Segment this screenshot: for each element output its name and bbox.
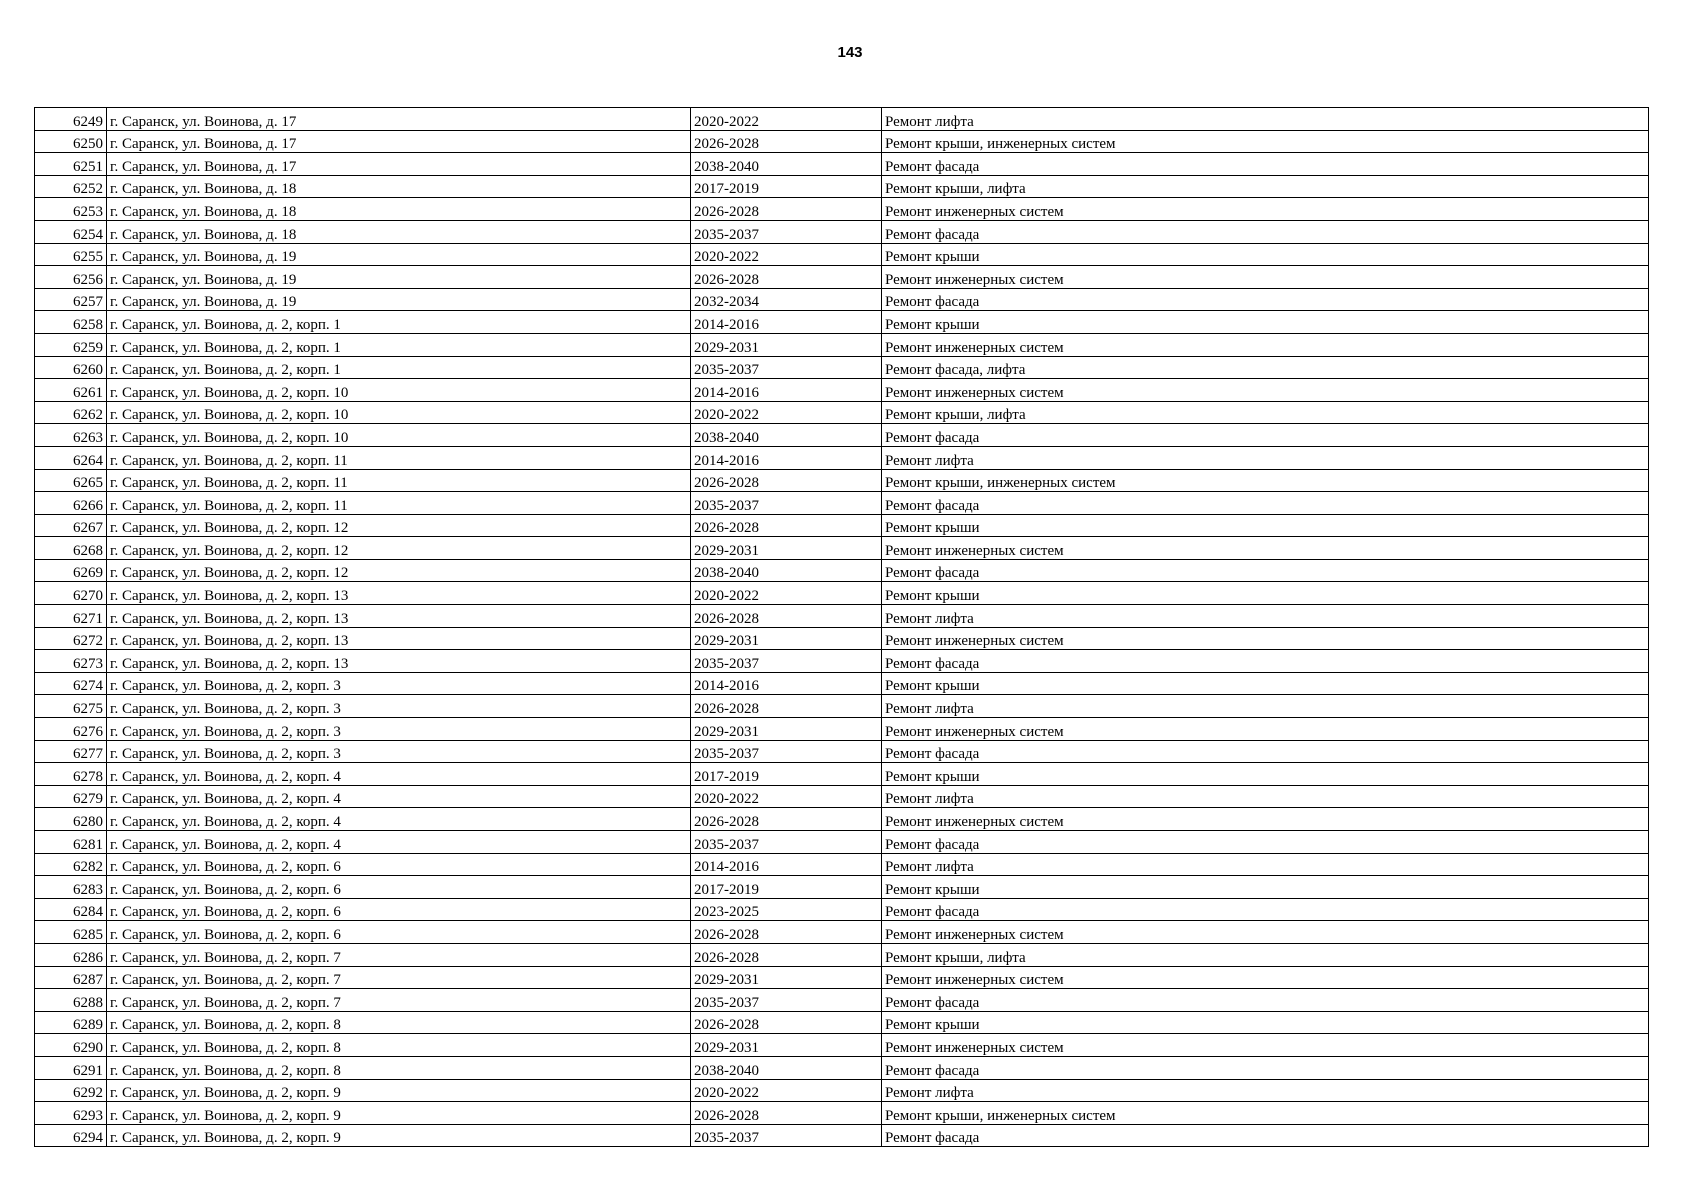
row-number-cell: 6281 [35, 831, 107, 854]
row-number-cell: 6289 [35, 1011, 107, 1034]
period-cell: 2020-2022 [691, 785, 882, 808]
row-number-cell: 6269 [35, 559, 107, 582]
work-type-cell: Ремонт инженерных систем [882, 808, 1649, 831]
row-number-cell: 6283 [35, 876, 107, 899]
row-number-cell: 6288 [35, 989, 107, 1012]
address-cell: г. Саранск, ул. Воинова, д. 17 [107, 153, 691, 176]
work-type-cell: Ремонт лифта [882, 695, 1649, 718]
table-row [35, 153, 1649, 176]
work-type-cell: Ремонт инженерных систем [882, 537, 1649, 560]
work-type-cell: Ремонт крыши, лифта [882, 943, 1649, 966]
table-row [35, 876, 1649, 899]
table-row [35, 1102, 1649, 1125]
row-number-cell: 6252 [35, 175, 107, 198]
address-cell: г. Саранск, ул. Воинова, д. 2, корп. 6 [107, 876, 691, 899]
row-number-cell: 6294 [35, 1124, 107, 1147]
period-cell: 2038-2040 [691, 1056, 882, 1079]
table-row [35, 424, 1649, 447]
work-type-cell: Ремонт инженерных систем [882, 627, 1649, 650]
table-row [35, 333, 1649, 356]
work-type-cell: Ремонт инженерных систем [882, 966, 1649, 989]
address-cell: г. Саранск, ул. Воинова, д. 18 [107, 198, 691, 221]
work-type-cell: Ремонт фасада [882, 220, 1649, 243]
table-row [35, 1034, 1649, 1057]
row-number-cell: 6261 [35, 379, 107, 402]
table-row [35, 514, 1649, 537]
address-cell: г. Саранск, ул. Воинова, д. 2, корп. 1 [107, 356, 691, 379]
table-row [35, 356, 1649, 379]
row-number-cell: 6257 [35, 288, 107, 311]
row-number-cell: 6271 [35, 605, 107, 628]
table-row [35, 740, 1649, 763]
address-cell: г. Саранск, ул. Воинова, д. 2, корп. 4 [107, 763, 691, 786]
table-row [35, 220, 1649, 243]
table-row [35, 243, 1649, 266]
table-body [35, 108, 1649, 1147]
table-row [35, 763, 1649, 786]
row-number-cell: 6274 [35, 672, 107, 695]
period-cell: 2014-2016 [691, 672, 882, 695]
address-cell: г. Саранск, ул. Воинова, д. 2, корп. 7 [107, 943, 691, 966]
period-cell: 2038-2040 [691, 153, 882, 176]
period-cell: 2035-2037 [691, 220, 882, 243]
period-cell: 2020-2022 [691, 401, 882, 424]
table-row [35, 831, 1649, 854]
period-cell: 2026-2028 [691, 266, 882, 289]
table-row [35, 785, 1649, 808]
period-cell: 2035-2037 [691, 356, 882, 379]
row-number-cell: 6275 [35, 695, 107, 718]
table-row [35, 672, 1649, 695]
table-row [35, 853, 1649, 876]
table-row [35, 605, 1649, 628]
address-cell: г. Саранск, ул. Воинова, д. 2, корп. 11 [107, 446, 691, 469]
work-type-cell: Ремонт фасада [882, 559, 1649, 582]
work-type-cell: Ремонт инженерных систем [882, 718, 1649, 741]
address-cell: г. Саранск, ул. Воинова, д. 2, корп. 6 [107, 921, 691, 944]
address-cell: г. Саранск, ул. Воинова, д. 2, корп. 4 [107, 831, 691, 854]
table-row [35, 559, 1649, 582]
address-cell: г. Саранск, ул. Воинова, д. 19 [107, 288, 691, 311]
work-type-cell: Ремонт лифта [882, 108, 1649, 131]
work-type-cell: Ремонт крыши, инженерных систем [882, 130, 1649, 153]
table-row [35, 379, 1649, 402]
period-cell: 2029-2031 [691, 333, 882, 356]
period-cell: 2026-2028 [691, 921, 882, 944]
period-cell: 2035-2037 [691, 831, 882, 854]
row-number-cell: 6265 [35, 469, 107, 492]
row-number-cell: 6287 [35, 966, 107, 989]
table-row [35, 492, 1649, 515]
row-number-cell: 6291 [35, 1056, 107, 1079]
address-cell: г. Саранск, ул. Воинова, д. 2, корп. 3 [107, 740, 691, 763]
table-row [35, 943, 1649, 966]
period-cell: 2014-2016 [691, 446, 882, 469]
address-cell: г. Саранск, ул. Воинова, д. 2, корп. 13 [107, 627, 691, 650]
period-cell: 2026-2028 [691, 1102, 882, 1125]
period-cell: 2014-2016 [691, 311, 882, 334]
table-row [35, 288, 1649, 311]
work-type-cell: Ремонт крыши [882, 582, 1649, 605]
address-cell: г. Саранск, ул. Воинова, д. 2, корп. 8 [107, 1011, 691, 1034]
work-type-cell: Ремонт крыши, лифта [882, 401, 1649, 424]
period-cell: 2020-2022 [691, 1079, 882, 1102]
work-type-cell: Ремонт фасада [882, 898, 1649, 921]
table-row [35, 130, 1649, 153]
period-cell: 2026-2028 [691, 943, 882, 966]
period-cell: 2035-2037 [691, 1124, 882, 1147]
row-number-cell: 6256 [35, 266, 107, 289]
address-cell: г. Саранск, ул. Воинова, д. 2, корп. 9 [107, 1102, 691, 1125]
address-cell: г. Саранск, ул. Воинова, д. 19 [107, 266, 691, 289]
period-cell: 2029-2031 [691, 627, 882, 650]
address-cell: г. Саранск, ул. Воинова, д. 2, корп. 12 [107, 514, 691, 537]
period-cell: 2017-2019 [691, 175, 882, 198]
work-type-cell: Ремонт фасада, лифта [882, 356, 1649, 379]
address-cell: г. Саранск, ул. Воинова, д. 2, корп. 12 [107, 537, 691, 560]
row-number-cell: 6264 [35, 446, 107, 469]
table-row [35, 108, 1649, 131]
table-row [35, 1011, 1649, 1034]
period-cell: 2032-2034 [691, 288, 882, 311]
period-cell: 2026-2028 [691, 808, 882, 831]
row-number-cell: 6268 [35, 537, 107, 560]
period-cell: 2029-2031 [691, 718, 882, 741]
table-row [35, 898, 1649, 921]
table-row [35, 198, 1649, 221]
row-number-cell: 6290 [35, 1034, 107, 1057]
row-number-cell: 6279 [35, 785, 107, 808]
table-row [35, 266, 1649, 289]
table-row [35, 989, 1649, 1012]
period-cell: 2014-2016 [691, 379, 882, 402]
address-cell: г. Саранск, ул. Воинова, д. 2, корп. 9 [107, 1079, 691, 1102]
row-number-cell: 6262 [35, 401, 107, 424]
row-number-cell: 6258 [35, 311, 107, 334]
table-row [35, 469, 1649, 492]
work-type-cell: Ремонт крыши [882, 514, 1649, 537]
address-cell: г. Саранск, ул. Воинова, д. 18 [107, 175, 691, 198]
address-cell: г. Саранск, ул. Воинова, д. 2, корп. 3 [107, 672, 691, 695]
address-cell: г. Саранск, ул. Воинова, д. 2, корп. 9 [107, 1124, 691, 1147]
repair-schedule-table [34, 107, 1649, 1147]
row-number-cell: 6259 [35, 333, 107, 356]
period-cell: 2035-2037 [691, 989, 882, 1012]
work-type-cell: Ремонт фасада [882, 288, 1649, 311]
period-cell: 2026-2028 [691, 1011, 882, 1034]
work-type-cell: Ремонт инженерных систем [882, 379, 1649, 402]
row-number-cell: 6255 [35, 243, 107, 266]
address-cell: г. Саранск, ул. Воинова, д. 17 [107, 108, 691, 131]
row-number-cell: 6284 [35, 898, 107, 921]
work-type-cell: Ремонт инженерных систем [882, 1034, 1649, 1057]
row-number-cell: 6267 [35, 514, 107, 537]
period-cell: 2020-2022 [691, 243, 882, 266]
address-cell: г. Саранск, ул. Воинова, д. 2, корп. 12 [107, 559, 691, 582]
address-cell: г. Саранск, ул. Воинова, д. 2, корп. 6 [107, 853, 691, 876]
row-number-cell: 6282 [35, 853, 107, 876]
work-type-cell: Ремонт фасада [882, 989, 1649, 1012]
table-row [35, 695, 1649, 718]
period-cell: 2026-2028 [691, 695, 882, 718]
row-number-cell: 6251 [35, 153, 107, 176]
row-number-cell: 6263 [35, 424, 107, 447]
address-cell: г. Саранск, ул. Воинова, д. 2, корп. 10 [107, 424, 691, 447]
period-cell: 2017-2019 [691, 763, 882, 786]
work-type-cell: Ремонт крыши, лифта [882, 175, 1649, 198]
table-row [35, 175, 1649, 198]
period-cell: 2029-2031 [691, 1034, 882, 1057]
address-cell: г. Саранск, ул. Воинова, д. 2, корп. 8 [107, 1056, 691, 1079]
table-row [35, 401, 1649, 424]
work-type-cell: Ремонт фасада [882, 740, 1649, 763]
work-type-cell: Ремонт фасада [882, 1124, 1649, 1147]
period-cell: 2026-2028 [691, 514, 882, 537]
period-cell: 2038-2040 [691, 559, 882, 582]
row-number-cell: 6292 [35, 1079, 107, 1102]
row-number-cell: 6266 [35, 492, 107, 515]
address-cell: г. Саранск, ул. Воинова, д. 2, корп. 13 [107, 582, 691, 605]
work-type-cell: Ремонт крыши, инженерных систем [882, 469, 1649, 492]
work-type-cell: Ремонт фасада [882, 650, 1649, 673]
work-type-cell: Ремонт крыши [882, 672, 1649, 695]
row-number-cell: 6286 [35, 943, 107, 966]
address-cell: г. Саранск, ул. Воинова, д. 2, корп. 7 [107, 966, 691, 989]
address-cell: г. Саранск, ул. Воинова, д. 2, корп. 11 [107, 469, 691, 492]
period-cell: 2017-2019 [691, 876, 882, 899]
address-cell: г. Саранск, ул. Воинова, д. 17 [107, 130, 691, 153]
address-cell: г. Саранск, ул. Воинова, д. 18 [107, 220, 691, 243]
table-row [35, 446, 1649, 469]
table-row [35, 650, 1649, 673]
address-cell: г. Саранск, ул. Воинова, д. 2, корп. 3 [107, 718, 691, 741]
work-type-cell: Ремонт фасада [882, 831, 1649, 854]
period-cell: 2029-2031 [691, 966, 882, 989]
work-type-cell: Ремонт крыши [882, 876, 1649, 899]
row-number-cell: 6250 [35, 130, 107, 153]
row-number-cell: 6272 [35, 627, 107, 650]
work-type-cell: Ремонт лифта [882, 785, 1649, 808]
address-cell: г. Саранск, ул. Воинова, д. 2, корп. 10 [107, 401, 691, 424]
address-cell: г. Саранск, ул. Воинова, д. 2, корп. 7 [107, 989, 691, 1012]
period-cell: 2026-2028 [691, 198, 882, 221]
address-cell: г. Саранск, ул. Воинова, д. 19 [107, 243, 691, 266]
table-row [35, 311, 1649, 334]
address-cell: г. Саранск, ул. Воинова, д. 2, корп. 1 [107, 333, 691, 356]
work-type-cell: Ремонт фасада [882, 1056, 1649, 1079]
work-type-cell: Ремонт фасада [882, 153, 1649, 176]
period-cell: 2035-2037 [691, 492, 882, 515]
row-number-cell: 6285 [35, 921, 107, 944]
row-number-cell: 6249 [35, 108, 107, 131]
table-row [35, 627, 1649, 650]
address-cell: г. Саранск, ул. Воинова, д. 2, корп. 4 [107, 808, 691, 831]
table-row [35, 1124, 1649, 1147]
address-cell: г. Саранск, ул. Воинова, д. 2, корп. 13 [107, 605, 691, 628]
period-cell: 2026-2028 [691, 469, 882, 492]
work-type-cell: Ремонт крыши [882, 311, 1649, 334]
period-cell: 2020-2022 [691, 108, 882, 131]
row-number-cell: 6277 [35, 740, 107, 763]
period-cell: 2020-2022 [691, 582, 882, 605]
address-cell: г. Саранск, ул. Воинова, д. 2, корп. 6 [107, 898, 691, 921]
table-row [35, 808, 1649, 831]
address-cell: г. Саранск, ул. Воинова, д. 2, корп. 1 [107, 311, 691, 334]
table-row [35, 966, 1649, 989]
address-cell: г. Саранск, ул. Воинова, д. 2, корп. 13 [107, 650, 691, 673]
row-number-cell: 6260 [35, 356, 107, 379]
work-type-cell: Ремонт крыши [882, 243, 1649, 266]
table-row [35, 1079, 1649, 1102]
table-row [35, 537, 1649, 560]
row-number-cell: 6280 [35, 808, 107, 831]
row-number-cell: 6273 [35, 650, 107, 673]
period-cell: 2035-2037 [691, 740, 882, 763]
page-number: 143 [837, 44, 863, 61]
address-cell: г. Саранск, ул. Воинова, д. 2, корп. 3 [107, 695, 691, 718]
period-cell: 2035-2037 [691, 650, 882, 673]
work-type-cell: Ремонт крыши [882, 1011, 1649, 1034]
period-cell: 2029-2031 [691, 537, 882, 560]
address-cell: г. Саранск, ул. Воинова, д. 2, корп. 10 [107, 379, 691, 402]
work-type-cell: Ремонт инженерных систем [882, 333, 1649, 356]
work-type-cell: Ремонт фасада [882, 424, 1649, 447]
work-type-cell: Ремонт инженерных систем [882, 921, 1649, 944]
work-type-cell: Ремонт инженерных систем [882, 266, 1649, 289]
address-cell: г. Саранск, ул. Воинова, д. 2, корп. 11 [107, 492, 691, 515]
work-type-cell: Ремонт лифта [882, 605, 1649, 628]
period-cell: 2026-2028 [691, 605, 882, 628]
work-type-cell: Ремонт лифта [882, 853, 1649, 876]
table-row [35, 921, 1649, 944]
period-cell: 2014-2016 [691, 853, 882, 876]
period-cell: 2038-2040 [691, 424, 882, 447]
work-type-cell: Ремонт лифта [882, 446, 1649, 469]
address-cell: г. Саранск, ул. Воинова, д. 2, корп. 8 [107, 1034, 691, 1057]
address-cell: г. Саранск, ул. Воинова, д. 2, корп. 4 [107, 785, 691, 808]
table-row [35, 1056, 1649, 1079]
work-type-cell: Ремонт крыши [882, 763, 1649, 786]
work-type-cell: Ремонт инженерных систем [882, 198, 1649, 221]
table-row [35, 582, 1649, 605]
row-number-cell: 6253 [35, 198, 107, 221]
row-number-cell: 6293 [35, 1102, 107, 1125]
row-number-cell: 6278 [35, 763, 107, 786]
row-number-cell: 6254 [35, 220, 107, 243]
work-type-cell: Ремонт фасада [882, 492, 1649, 515]
period-cell: 2026-2028 [691, 130, 882, 153]
work-type-cell: Ремонт лифта [882, 1079, 1649, 1102]
row-number-cell: 6276 [35, 718, 107, 741]
table-row [35, 718, 1649, 741]
period-cell: 2023-2025 [691, 898, 882, 921]
row-number-cell: 6270 [35, 582, 107, 605]
work-type-cell: Ремонт крыши, инженерных систем [882, 1102, 1649, 1125]
